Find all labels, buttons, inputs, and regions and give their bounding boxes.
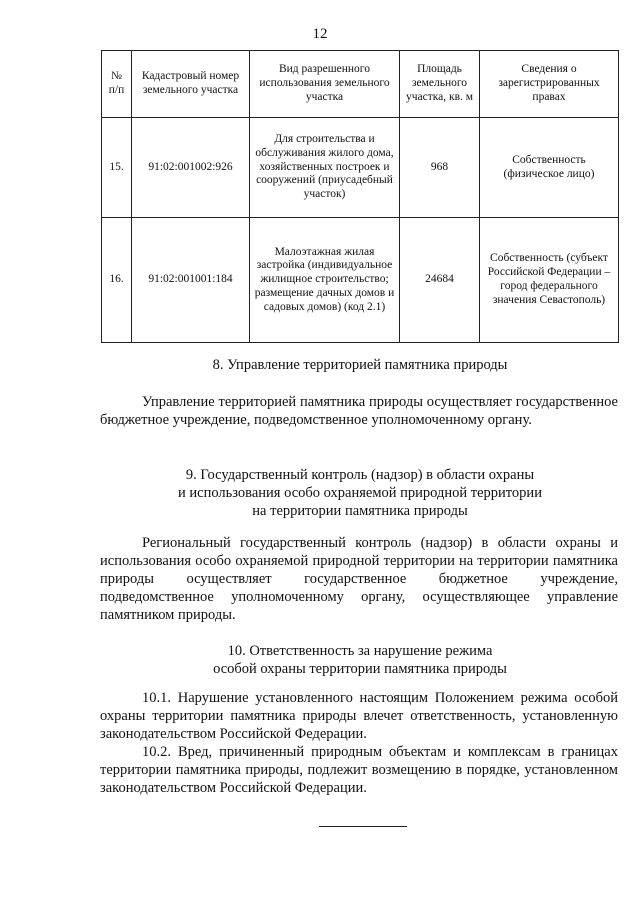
section-10-title <box>100 642 620 678</box>
section-8-title: 8. Управление территорией памятника природы <box>212 357 508 373</box>
section-10-title-line-1: 10. Ответственность за нарушение режима <box>227 643 493 659</box>
cell-area: 24684 <box>400 218 480 343</box>
cell-cadastral: 91:02:001002:926 <box>132 118 250 218</box>
table-row <box>102 218 619 343</box>
cell-cadastral: 91:02:001001:184 <box>132 218 250 343</box>
section-10-paragraph-1: 10.1. Нарушение установленного настоящим Положением режима особой охраны территории памятника природы влечет ответственность, установленную законодательством Российской Федерации. <box>100 690 618 742</box>
page-number: 12 <box>312 26 328 42</box>
section-9-title-line-3: на территории памятника природы <box>252 503 468 519</box>
cell-use: Малоэтажная жилая застройка (индивидуальное жилищное строительство; размещение дачных домов и садовых домов) (код 2.1) <box>250 218 400 343</box>
cell-rights: Собственность (физическое лицо) <box>480 118 619 218</box>
section-8-text: Управление территорией памятника природы осуществляет государственное бюджетное учреждение, подведомственное уполномоченному органу. <box>100 394 618 428</box>
end-of-document-rule <box>319 826 407 827</box>
cell-number: 15. <box>102 118 132 218</box>
header-cadastral: Кадастровый номер земельного участка <box>132 51 250 118</box>
header-area: Площадь земельного участка, кв. м <box>400 51 480 118</box>
header-use: Вид разрешенного использования земельного участка <box>250 51 400 118</box>
table-header-row <box>102 51 619 118</box>
header-rights: Сведения о зарегистрированных правах <box>480 51 619 118</box>
cell-number: 16. <box>102 218 132 343</box>
land-parcels-table <box>101 50 619 343</box>
section-9-text: Региональный государственный контроль (надзор) в области охраны и использования особо охраняемой природной территории на территории памятника природы осуществляет государственное бюджетное учреждение, подведомственное уполномоченному органу, осуществляющее управление памятником природы. <box>100 535 618 623</box>
section-9-title <box>100 466 620 520</box>
section-10-paragraph-2: 10.2. Вред, причиненный природным объектам и комплексам в границах территории памятника природы, подлежит возмещению в порядке, установленном законодательством Российской Федерации. <box>100 744 618 796</box>
cell-area: 968 <box>400 118 480 218</box>
cell-rights: Собственность (субъект Российской Федерации – город федерального значения Севастополь) <box>480 218 619 343</box>
section-10-title-line-2: особой охраны территории памятника природы <box>213 661 507 677</box>
section-9-title-line-2: и использования особо охраняемой природной территории <box>178 485 542 501</box>
table-row <box>102 118 619 218</box>
cell-use: Для строительства и обслуживания жилого дома, хозяйственных построек и сооружений (приусадебный участок) <box>250 118 400 218</box>
header-number: № п/п <box>102 51 132 118</box>
section-9-title-line-1: 9. Государственный контроль (надзор) в области охраны <box>185 467 535 483</box>
